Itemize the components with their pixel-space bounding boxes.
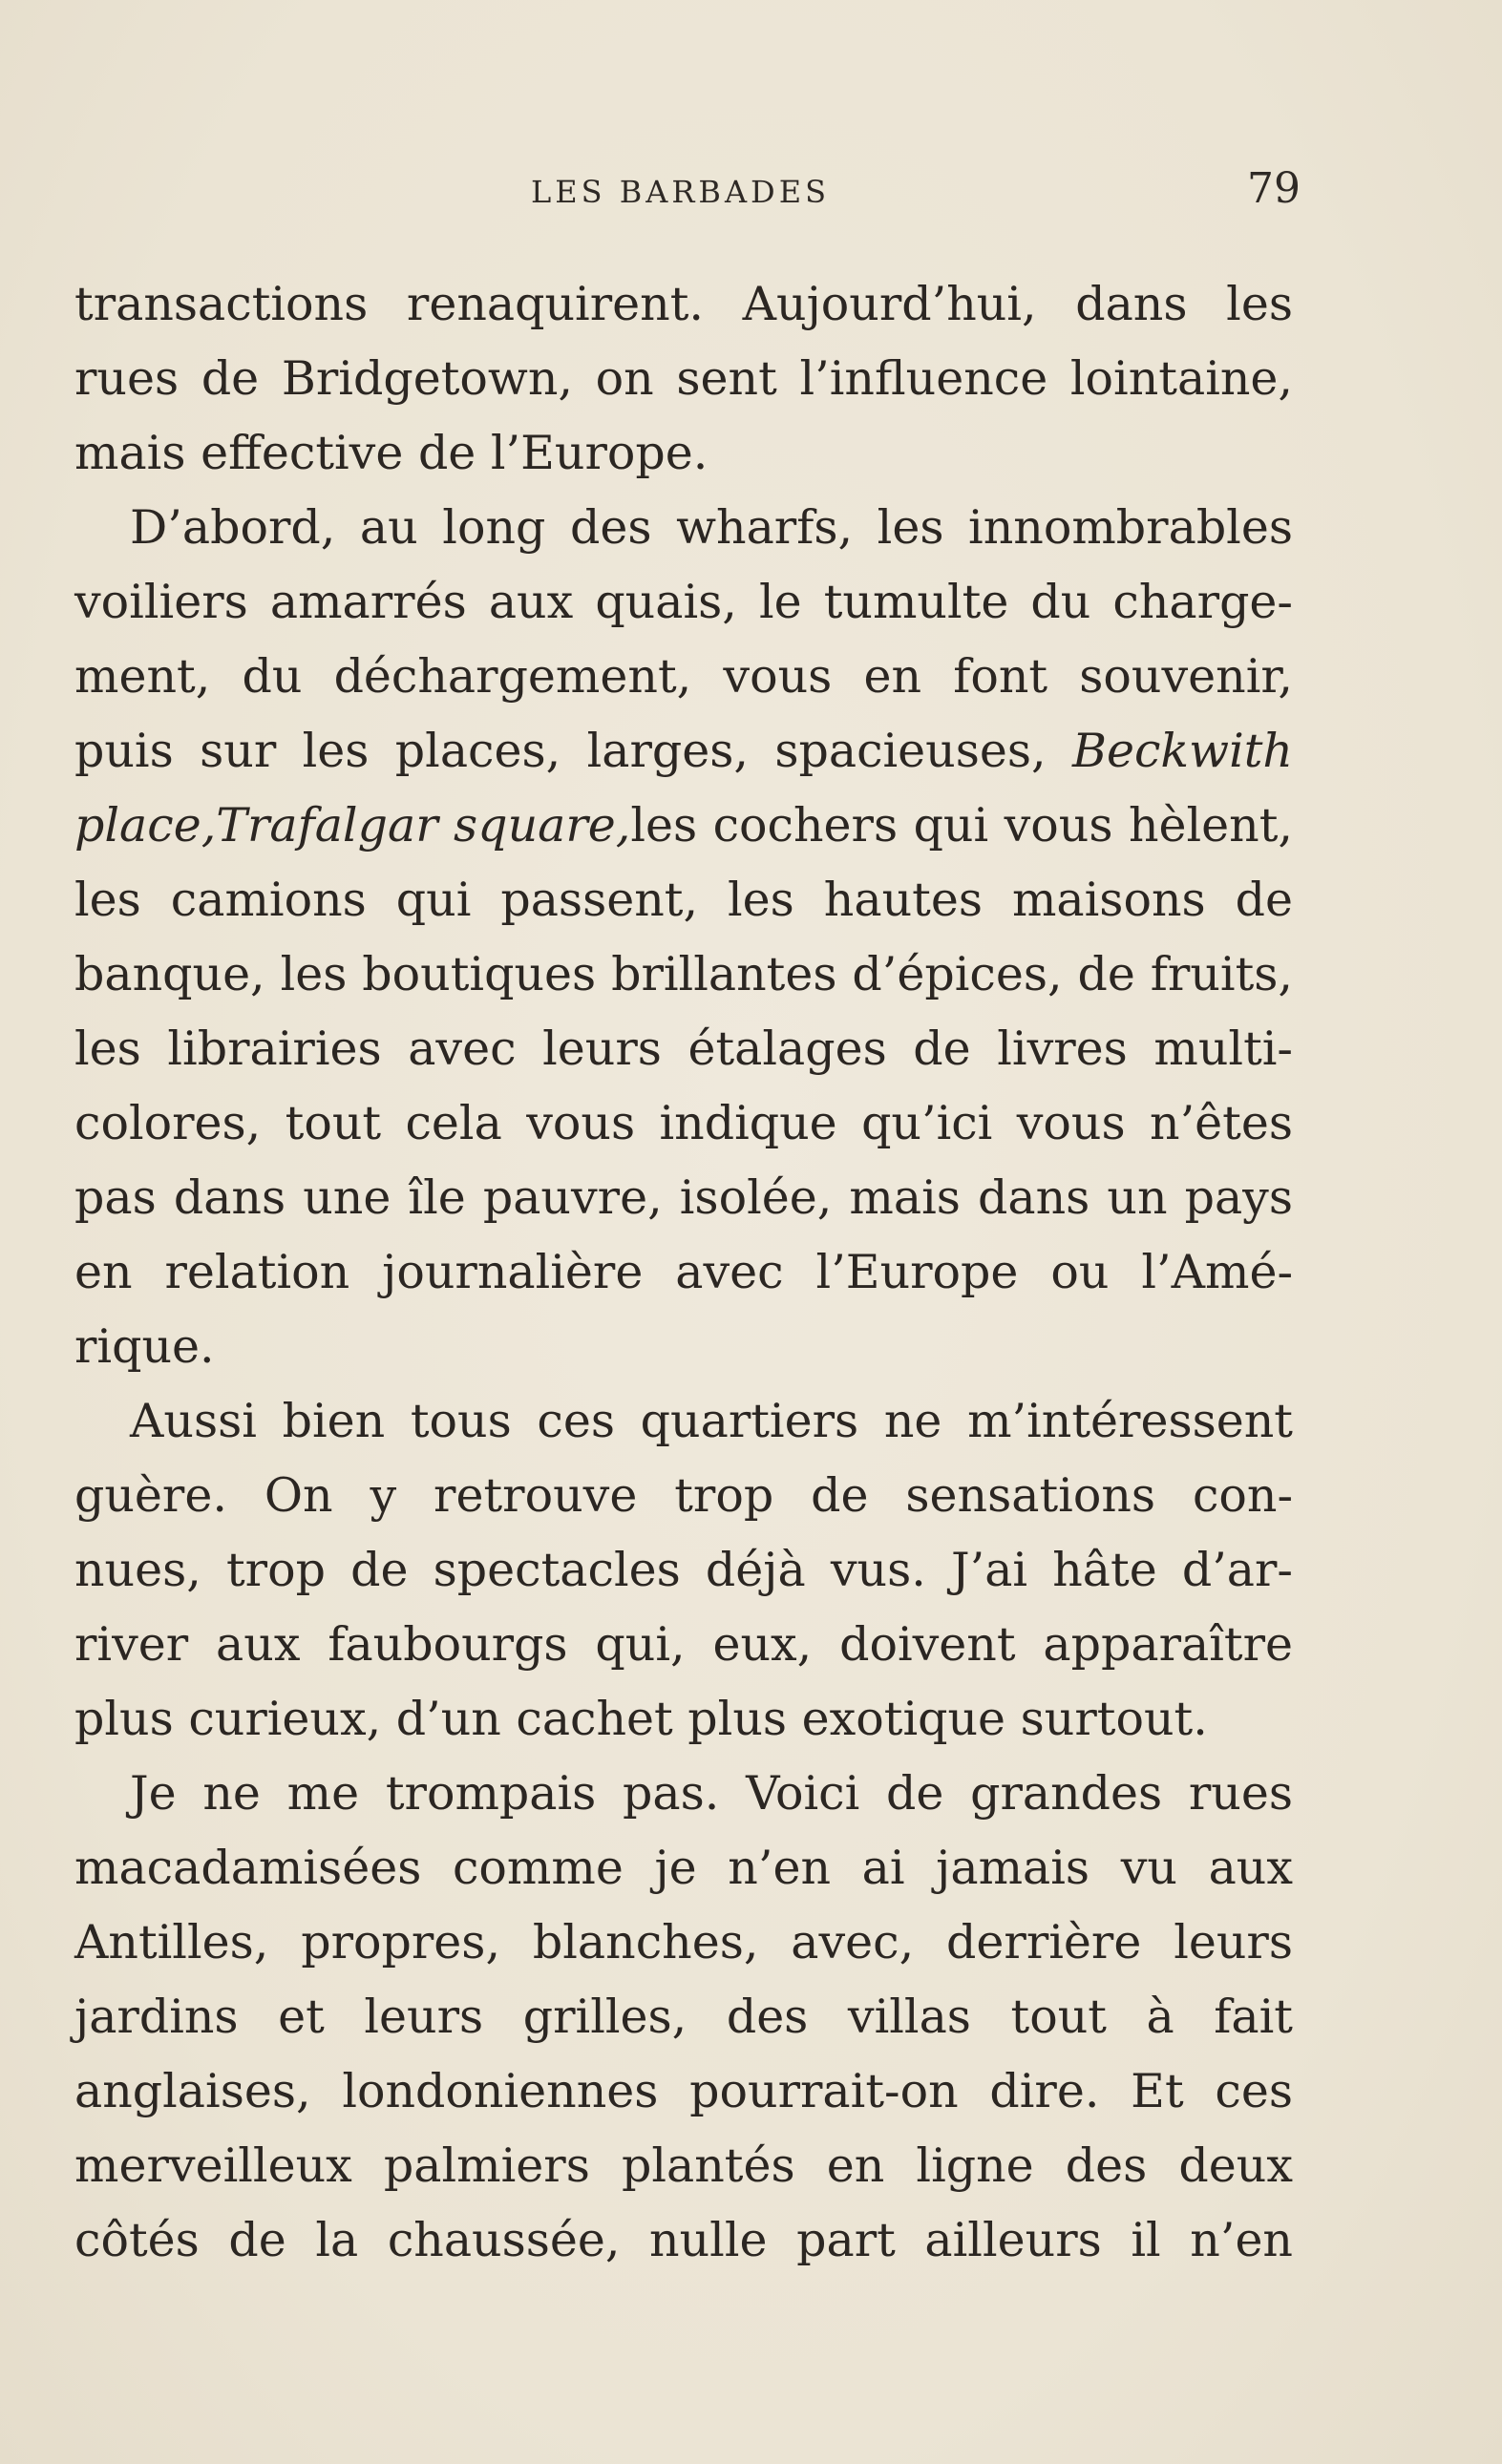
text-line: nues, trop de spectacles déjà vus. J’ai hâte d’ar- (74, 1543, 1293, 1597)
text-line: guère. On y retrouve trop de sensations con- (74, 1468, 1293, 1523)
text-line: anglaises, londoniennes pourrait-on dire. Et ces (74, 2064, 1293, 2118)
italic-place-name: Beckwith (1071, 724, 1293, 778)
text-line: rues de Bridgetown, on sent l’influence lointaine, (74, 351, 1293, 406)
text-line: Antilles, propres, blanches, avec, derrière leurs (74, 1915, 1293, 1969)
text-line: rique. (74, 1319, 215, 1374)
text-line: transactions renaquirent. Aujourd’hui, dans les (74, 277, 1293, 331)
text-line: river aux faubourgs qui, eux, doivent apparaître (74, 1617, 1293, 1672)
text-line (74, 714, 1293, 789)
text-line: jardins et leurs grilles, des villas tout à fait (74, 1990, 1293, 2044)
text-segment: les cochers qui vous hèlent, (630, 798, 1293, 853)
text-line: macadamisées comme je n’en ai jamais vu aux (74, 1841, 1293, 1895)
text-line: voiliers amarrés aux quais, le tumulte du charge- (74, 575, 1293, 629)
text-line: les librairies avec leurs étalages de livres multi- (74, 1021, 1293, 1076)
text-line: Aussi bien tous ces quartiers ne m’intéressent (130, 1394, 1293, 1448)
italic-place-name: place,Trafalgar square, (74, 798, 631, 853)
text-line: plus curieux, d’un cachet plus exotique surtout. (74, 1692, 1208, 1746)
text-line: mais effective de l’Europe. (74, 426, 709, 480)
text-line: colores, tout cela vous indique qu’ici vous n’êtes (74, 1096, 1293, 1150)
running-title: LES BARBADES (531, 174, 830, 210)
text-line: ment, du déchargement, vous en font souvenir, (74, 649, 1293, 704)
running-head (0, 164, 1502, 221)
text-line (74, 789, 1293, 863)
text-line: en relation journalière avec l’Europe ou l’Amé- (74, 1245, 1293, 1299)
body-text (74, 267, 1293, 2278)
text-line: Je ne me trompais pas. Voici de grandes rues (130, 1766, 1293, 1821)
text-segment: puis sur les places, larges, spacieuses, (74, 724, 1047, 778)
text-line: côtés de la chaussée, nulle part ailleurs il n’en (74, 2213, 1293, 2267)
text-line: merveilleux palmiers plantés en ligne des deux (74, 2138, 1293, 2193)
text-line: pas dans une île pauvre, isolée, mais dans un pays (74, 1170, 1293, 1225)
text-line: banque, les boutiques brillantes d’épices, de fruits, (74, 947, 1293, 1001)
page-number: 79 (1247, 164, 1301, 213)
text-line: les camions qui passent, les hautes maisons de (74, 873, 1293, 927)
text-line: D’abord, au long des wharfs, les innombrables (130, 500, 1293, 555)
